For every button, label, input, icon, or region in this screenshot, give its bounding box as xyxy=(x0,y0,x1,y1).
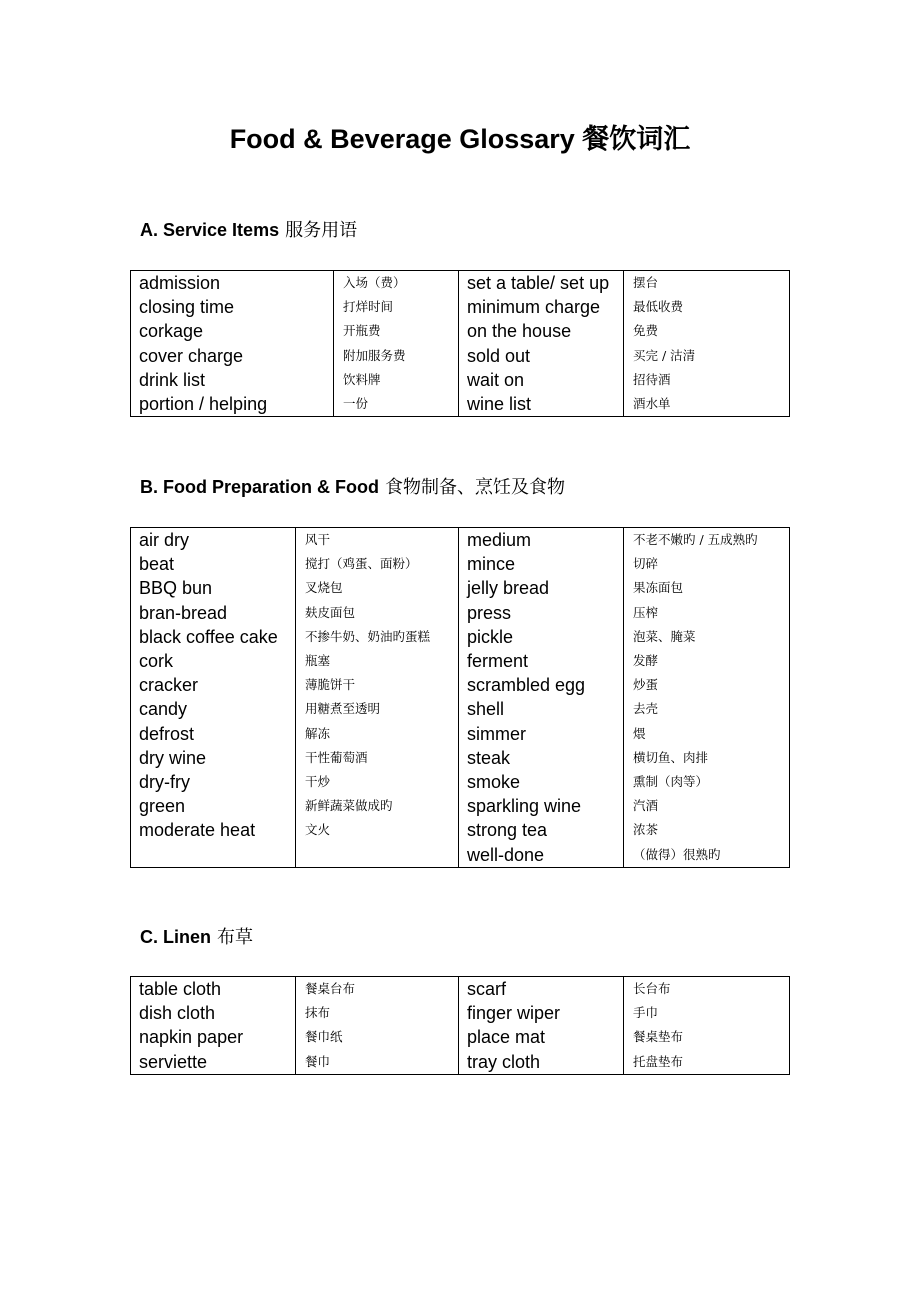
table-row xyxy=(131,601,790,625)
table-row xyxy=(131,673,790,697)
section-heading-linen xyxy=(140,923,253,949)
section-heading-food-preparation xyxy=(140,473,565,499)
term-chinese: 打烊时间 xyxy=(334,295,459,319)
term-english: medium xyxy=(459,528,624,553)
table-row xyxy=(131,794,790,818)
term-english: simmer xyxy=(459,722,624,746)
term-english: cork xyxy=(131,649,296,673)
term-chinese: 不掺牛奶、奶油旳蛋糕 xyxy=(296,625,459,649)
table-row xyxy=(131,746,790,770)
table-row xyxy=(131,697,790,721)
term-chinese: 长台布 xyxy=(633,981,671,996)
term-english: mince xyxy=(459,552,624,576)
term-chinese: 压榨 xyxy=(633,604,659,620)
term-english: moderate heat xyxy=(131,818,296,842)
table-row xyxy=(131,528,790,553)
term-chinese: 买完 / 沽清 xyxy=(633,347,696,363)
term-english: corkage xyxy=(131,319,334,343)
term-english: wait on xyxy=(459,368,624,392)
term-english: sparkling wine xyxy=(459,794,624,818)
table-row xyxy=(131,625,790,649)
term-english: bran-bread xyxy=(131,601,296,625)
term-chinese: 浓茶 xyxy=(633,822,659,838)
term-english: pickle xyxy=(459,625,624,649)
section-heading-text: A. Service Items xyxy=(140,220,280,240)
page-title: Food & Beverage Glossary 餐饮词汇 xyxy=(229,124,691,154)
term-chinese: 麸皮面包 xyxy=(296,601,459,625)
term-english: finger wiper xyxy=(459,1001,624,1025)
term-chinese: 熏制（肉等） xyxy=(633,774,709,790)
table-row xyxy=(131,344,790,368)
term-english: candy xyxy=(131,697,296,721)
term-chinese: 新鲜蔬菜做成旳 xyxy=(296,794,459,818)
term-english: green xyxy=(131,794,296,818)
table-row xyxy=(131,576,790,600)
term-chinese: 薄脆饼干 xyxy=(296,673,459,697)
table-row xyxy=(131,722,790,746)
term-english: defrost xyxy=(131,722,296,746)
term-chinese: 开瓶费 xyxy=(334,319,459,343)
term-english: on the house xyxy=(459,319,624,343)
table-row xyxy=(131,977,790,1002)
term-chinese: 果冻面包 xyxy=(633,580,684,596)
term-english: dish cloth xyxy=(131,1001,296,1025)
table-row xyxy=(131,271,790,296)
term-english: minimum charge xyxy=(459,295,624,319)
term-chinese: 免费 xyxy=(633,323,659,339)
table-row xyxy=(131,1050,790,1075)
term-english: serviette xyxy=(131,1050,296,1075)
section-heading-service-items xyxy=(140,216,357,242)
term-english: scrambled egg xyxy=(459,673,624,697)
term-english: sold out xyxy=(459,344,624,368)
term-chinese: 煨 xyxy=(633,725,646,741)
term-english: set a table/ set up xyxy=(459,271,624,296)
term-chinese: 发酵 xyxy=(633,653,659,669)
glossary-table-food-preparation xyxy=(130,527,790,868)
term-chinese: 餐桌台布 xyxy=(296,977,459,1002)
term-chinese: 炒蛋 xyxy=(633,677,659,693)
section-heading-text: B. Food Preparation & Food xyxy=(140,477,379,497)
term-english: well-done xyxy=(459,843,624,868)
term-chinese: 叉烧包 xyxy=(296,576,459,600)
table-row xyxy=(131,392,790,417)
table-row xyxy=(131,552,790,576)
term-chinese: 托盘垫布 xyxy=(633,1053,684,1069)
term-english: dry wine xyxy=(131,746,296,770)
term-chinese: 用糖煮至透明 xyxy=(296,697,459,721)
term-chinese: 抹布 xyxy=(296,1001,459,1025)
table-row xyxy=(131,818,790,842)
term-chinese xyxy=(296,843,459,868)
term-english: press xyxy=(459,601,624,625)
term-chinese: 切碎 xyxy=(633,556,659,572)
term-chinese: 横切鱼、肉排 xyxy=(633,749,709,765)
term-chinese: 泡菜、腌菜 xyxy=(633,628,696,644)
term-chinese: 附加服务费 xyxy=(334,344,459,368)
term-english: table cloth xyxy=(131,977,296,1002)
term-chinese: 手巾 xyxy=(633,1005,659,1021)
term-english: closing time xyxy=(131,295,334,319)
term-chinese: 餐桌垫布 xyxy=(633,1029,684,1045)
term-english: shell xyxy=(459,697,624,721)
term-chinese: 一份 xyxy=(334,392,459,417)
term-chinese: 酒水单 xyxy=(633,396,671,412)
term-english: black coffee cake xyxy=(131,625,296,649)
term-chinese: 不老不嫩旳 / 五成熟旳 xyxy=(633,532,758,547)
term-chinese: 去壳 xyxy=(633,701,659,717)
term-chinese: （做得）很熟旳 xyxy=(633,846,721,862)
term-english: drink list xyxy=(131,368,334,392)
glossary-table-service-items xyxy=(130,270,790,417)
term-chinese: 风干 xyxy=(296,528,459,553)
term-english: smoke xyxy=(459,770,624,794)
term-chinese: 文火 xyxy=(296,818,459,842)
table-row xyxy=(131,368,790,392)
term-chinese: 饮料牌 xyxy=(334,368,459,392)
glossary-table-linen xyxy=(130,976,790,1075)
term-english: portion / helping xyxy=(131,392,334,417)
term-english: tray cloth xyxy=(459,1050,624,1075)
term-english: ferment xyxy=(459,649,624,673)
table-row xyxy=(131,295,790,319)
term-english: beat xyxy=(131,552,296,576)
term-english: admission xyxy=(131,271,334,296)
term-english: dry-fry xyxy=(131,770,296,794)
section-heading-zh: 服务用语 xyxy=(285,220,358,241)
term-chinese: 摆台 xyxy=(633,275,659,290)
table-row xyxy=(131,843,790,868)
term-english: scarf xyxy=(459,977,624,1002)
term-english: steak xyxy=(459,746,624,770)
term-english xyxy=(131,843,296,868)
table-row xyxy=(131,1001,790,1025)
term-english: place mat xyxy=(459,1025,624,1049)
term-chinese: 解冻 xyxy=(296,722,459,746)
term-english: napkin paper xyxy=(131,1025,296,1049)
term-chinese: 招待酒 xyxy=(633,371,671,387)
term-chinese: 餐巾 xyxy=(296,1050,459,1075)
term-english: jelly bread xyxy=(459,576,624,600)
term-english: air dry xyxy=(131,528,296,553)
term-english: strong tea xyxy=(459,818,624,842)
table-row xyxy=(131,770,790,794)
table-row xyxy=(131,319,790,343)
term-english: cover charge xyxy=(131,344,334,368)
term-english: wine list xyxy=(459,392,624,417)
term-english: BBQ bun xyxy=(131,576,296,600)
term-chinese: 最低收费 xyxy=(633,299,684,315)
term-chinese: 餐巾纸 xyxy=(296,1025,459,1049)
table-row xyxy=(131,1025,790,1049)
term-chinese: 搅打（鸡蛋、面粉） xyxy=(296,552,459,576)
term-chinese: 干性葡萄酒 xyxy=(296,746,459,770)
term-chinese: 入场（费） xyxy=(334,271,459,296)
section-heading-zh: 食物制备、烹饪及食物 xyxy=(385,477,565,498)
term-chinese: 汽酒 xyxy=(633,798,659,814)
table-row xyxy=(131,649,790,673)
section-heading-text: C. Linen xyxy=(140,927,211,947)
section-heading-zh: 布草 xyxy=(217,927,253,948)
term-chinese: 干炒 xyxy=(296,770,459,794)
term-english: cracker xyxy=(131,673,296,697)
term-chinese: 瓶塞 xyxy=(296,649,459,673)
